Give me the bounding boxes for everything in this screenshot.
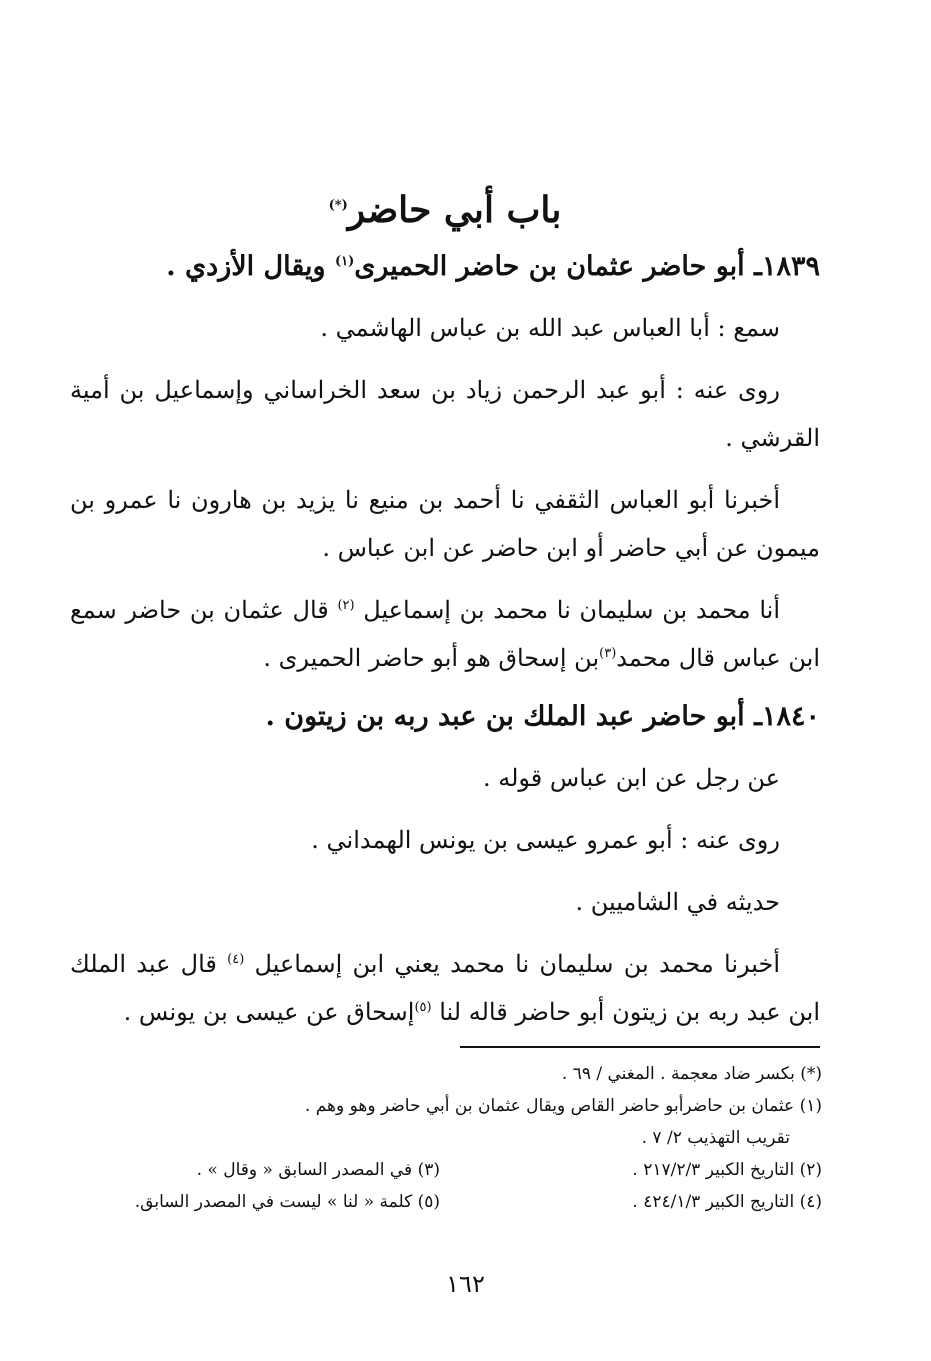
entry-1840-akhbarana-note5: (٥) [414, 1000, 432, 1015]
footnotes [70, 1058, 822, 1218]
entry-1839-sami: سمع : أبا العباس عبد الله بن عباس الهاشمي . [320, 314, 780, 342]
footnote-3: (٣) في المصدر السابق « وقال » . [196, 1160, 440, 1180]
footnote-separator [460, 1046, 820, 1048]
footnote-5: (٥) كلمة « لنا » ليست في المصدر السابق. [134, 1192, 440, 1212]
footnote-1-line1: (١) عثمان بن حاضرأبو حاضر القاص ويقال عثمان بن أبي حاضر وهو وهم . [304, 1096, 822, 1116]
footnote-2: (٢) التاريخ الكبير ٢١٧/٢/٣ . [632, 1160, 822, 1180]
chapter-title-note-mark: (*) [328, 198, 348, 213]
page-number: ١٦٢ [446, 1270, 485, 1298]
entry-1840-akhbarana-part2: قال عبد الملك ابن عبد ربه بن زيتون أبو حاضر قاله لنا [70, 950, 820, 1026]
entry-1840-name: ـ أبو حاضر عبد الملك بن عبد ربه بن زيتون . [265, 701, 762, 732]
entry-1839-note-mark: (١) [334, 254, 355, 269]
entry-1839-rawa: روى عنه : أبو عبد الرحمن زياد بن سعد الخراساني وإسماعيل بن أمية القرشي . [70, 376, 820, 452]
entry-1840-an: عن رجل عن ابن عباس قوله . [482, 764, 780, 792]
entry-1840-akhbarana [70, 940, 820, 1036]
footnote-1-line2: تقريب التهذيب ٢/ ٧ . [641, 1128, 790, 1148]
entry-1839-ana-part3: بن إسحاق هو أبو حاضر الحميرى . [263, 644, 600, 672]
entry-1840-hadith: حديثه في الشاميين . [575, 888, 780, 916]
chapter-title-text: باب أبي حاضر [347, 189, 562, 231]
entry-1839-ana-part2: قال عثمان بن حاضر سمع ابن عباس قال محمد [70, 596, 820, 672]
footnote-row-2-3 [70, 1154, 822, 1186]
footnote-star: (*) بكسر ضاد معجمة . المغني / ٦٩ . [561, 1064, 822, 1084]
page-body [70, 186, 820, 1050]
entry-1840-rawa: روى عنه : أبو عمرو عيسى بن يونس الهمداني . [311, 826, 780, 854]
entry-1840-akhbarana-part1: أخبرنا محمد بن سليمان نا محمد يعني ابن إسماعيل [244, 950, 781, 978]
footnote-4: (٤) التاريج الكبير ٤٢٤/١/٣ . [632, 1192, 822, 1212]
chapter-title [70, 186, 820, 234]
entry-1839-ana [70, 586, 820, 682]
entry-1840-akhbarana-note4: (٤) [227, 952, 245, 967]
footnote-row-4-5 [70, 1186, 822, 1218]
entry-1839-name: ـ أبو حاضر عثمان بن حاضر الحميرى [354, 251, 762, 282]
entry-1839-ana-note2: (٢) [337, 598, 355, 613]
entry-1839-akhbarana: أخبرنا أبو العباس الثقفي نا أحمد بن منيع نا يزيد بن هارون نا عمرو بن ميمون عن أبي حاضر أو ابن حاضر عن ابن عباس . [70, 486, 820, 562]
entry-1839-number: ١٨٣٩ [761, 251, 820, 282]
entry-1840-heading [70, 696, 820, 738]
entry-1839-ana-note3: (٣) [599, 646, 617, 661]
entry-1840-akhbarana-part3: إسحاق عن عيسى بن يونس . [123, 998, 415, 1026]
entry-1839-tail: ويقال الأزدي . [166, 251, 335, 282]
entry-1839-ana-part1: أنا محمد بن سليمان نا محمد بن إسماعيل [354, 596, 780, 624]
entry-1839-heading [70, 246, 820, 288]
entry-1840-number: ١٨٤٠ [761, 701, 820, 732]
